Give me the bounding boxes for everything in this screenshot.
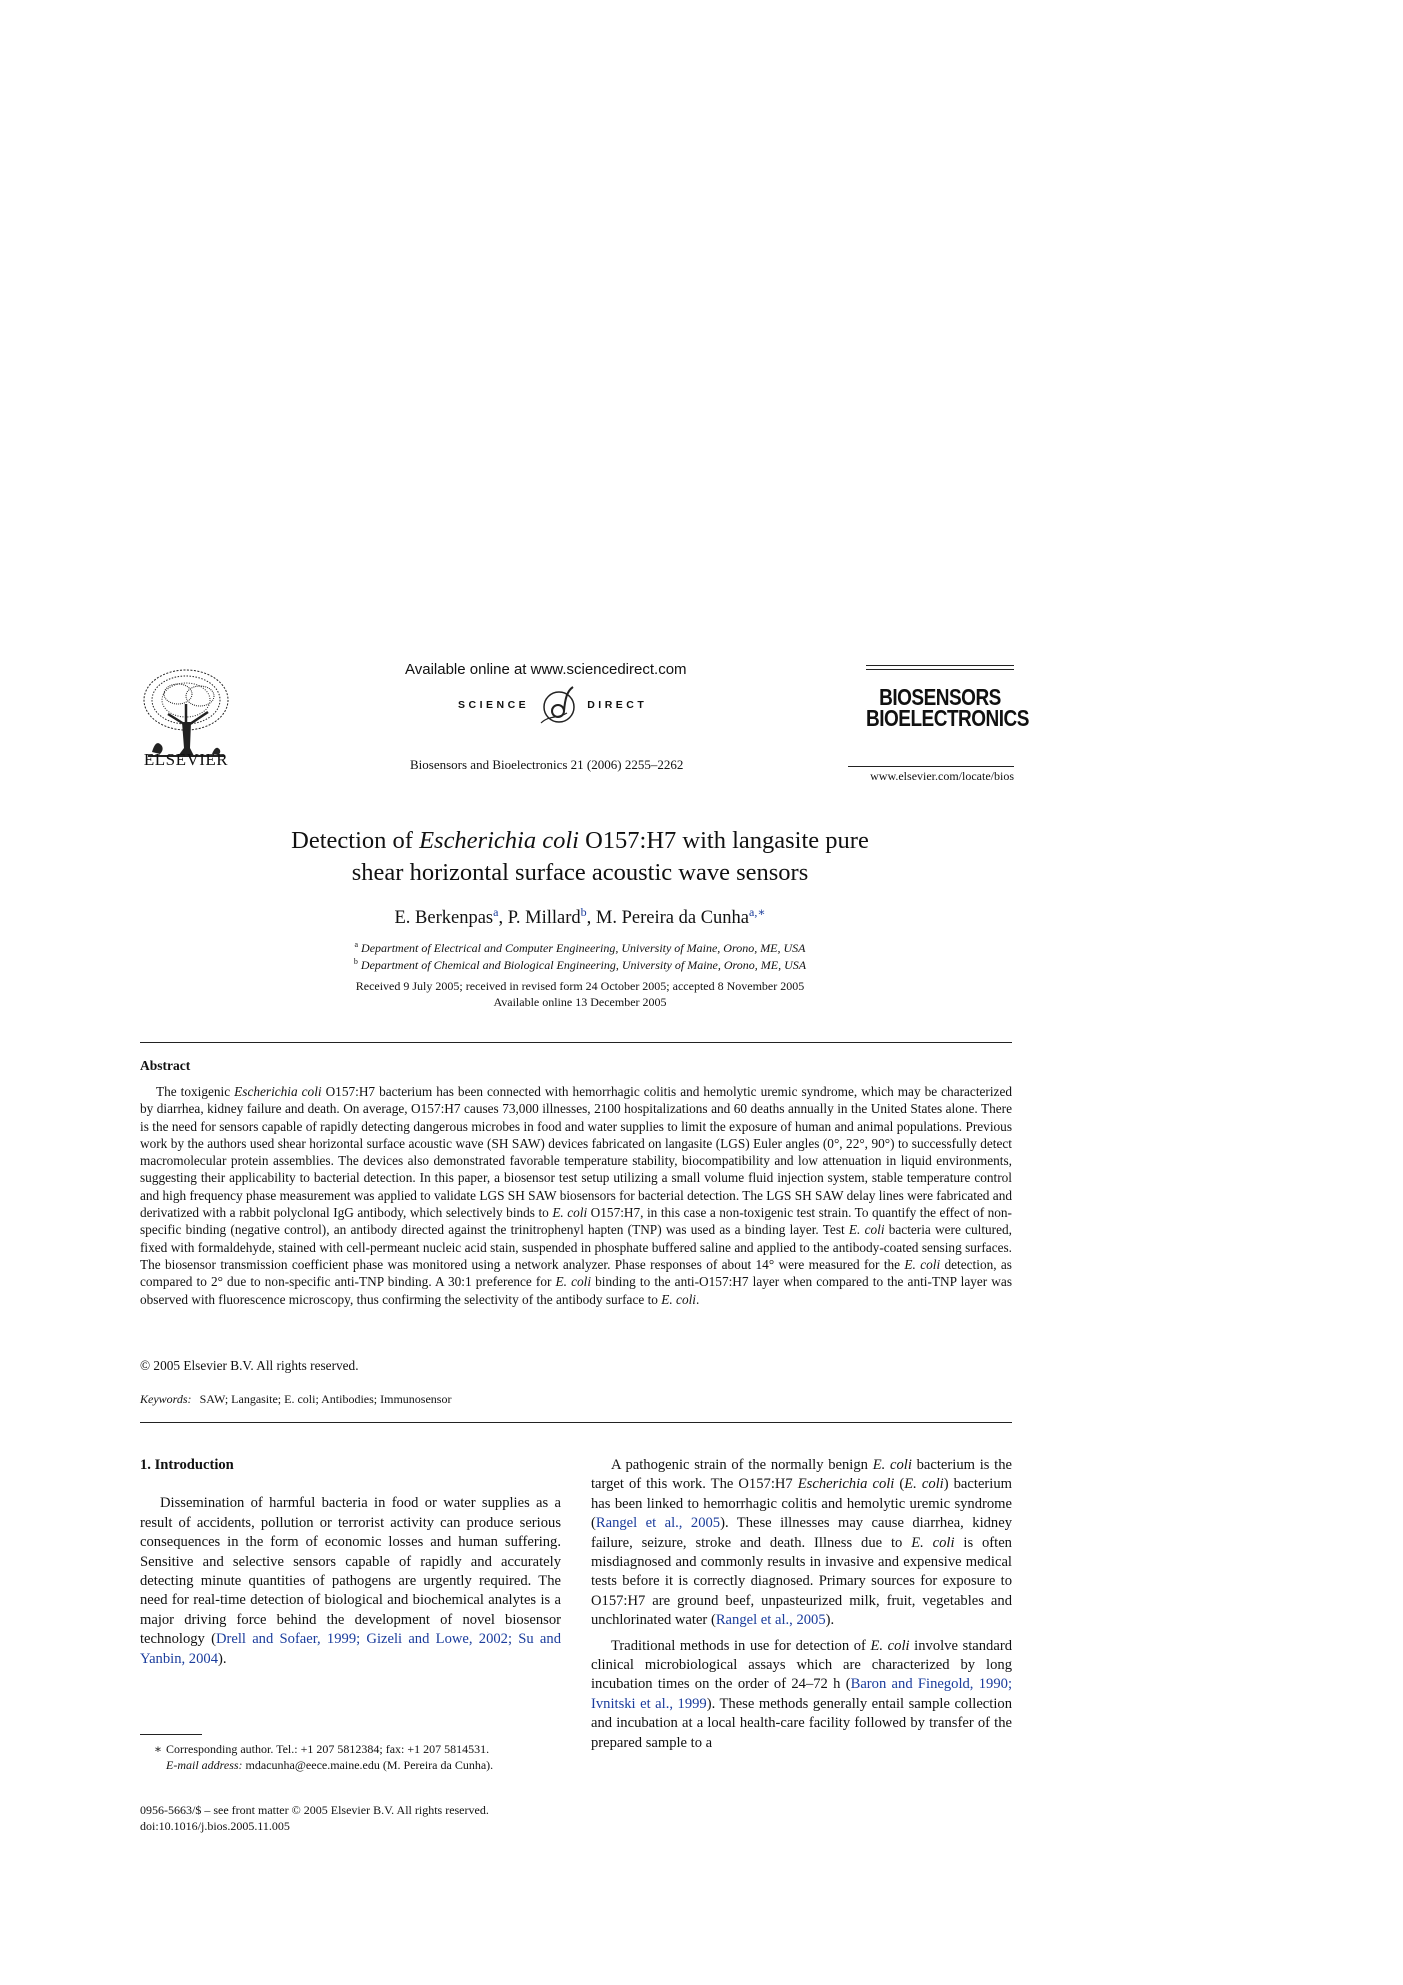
author-name: E. Berkenpas <box>394 908 494 929</box>
citation-link[interactable]: Rangel et al., 2005 <box>595 1515 721 1532</box>
intro-paragraph-3: Traditional methods in use for detection of E. coli involve standard clinical microbiological assays which are characterized by long incubation times on the order of 24–72 h (Baron and Finegold, 1990; Ivnitski et al., 1999). These methods generally entail sample collection and incubation at a local health-care facility followed by transfer of the prepared sample to a <box>591 1637 1012 1751</box>
author-affil-mark[interactable]: a <box>493 905 499 919</box>
keywords-label: Keywords: <box>140 1392 192 1406</box>
corresponding-author: Corresponding author. Tel.: +1 207 5812384; fax: +1 207 5814531. <box>166 1742 490 1756</box>
available-date: Available online 13 December 2005 <box>493 995 667 1009</box>
received-dates: Received 9 July 2005; received in revised form 24 October 2005; accepted 8 November 2005 <box>355 979 805 993</box>
front-matter <box>140 1802 489 1834</box>
intro-paragraph-1: Dissemination of harmful bacteria in food or water supplies as a result of accidents, pollution or terrorist activity can produce serious consequences in the form of economic losses and human suffering. Sensitive and selective sensors capable of rapidly and accurately detecting minute quantities of pathogens are urgently required. The need for real-time detection of biological and biochemical analytes is a major driving force behind the development of novel biosensor technology (Drell and Sofaer, 1999; Gizeli and Lowe, 2002; Su and Yanbin, 2004). <box>140 1495 562 1667</box>
abstract-copyright: © 2005 Elsevier B.V. All rights reserved. <box>140 1358 359 1373</box>
citation-link[interactable]: Rangel et al., 2005 <box>715 1612 826 1629</box>
journal-url-rule <box>848 766 1014 767</box>
abstract-heading: Abstract <box>140 1058 191 1073</box>
affiliation-b <box>160 957 1000 973</box>
article-title <box>160 825 1000 889</box>
email-address[interactable]: mdacunha@eece.maine.edu (M. Pereira da Cunha). <box>245 1758 494 1772</box>
section-heading-introduction: 1. Introduction <box>140 1457 234 1473</box>
citation-link[interactable]: Baron and Finegold, 1990; Ivnitski et al., 1999 <box>591 1676 1012 1712</box>
right-column <box>591 1456 1012 1759</box>
sciencedirect-logo <box>458 685 647 725</box>
journal-logo <box>866 685 1029 733</box>
publisher-name: ELSEVIER <box>143 750 229 769</box>
title-part2: O157:H7 with langasite pure <box>578 827 869 854</box>
rule-top-abstract <box>140 1042 1012 1043</box>
author-list <box>160 905 1000 929</box>
journal-logo-line1: BIOSENSORS <box>879 685 1001 712</box>
journal-citation: Biosensors and Bioelectronics 21 (2006) 2255–2262 <box>410 757 684 772</box>
issn-line: 0956-5663/$ – see front matter © 2005 Elsevier B.V. All rights reserved. <box>140 1803 489 1817</box>
journal-logo-line2: BIOELECTRONICS <box>866 706 1029 733</box>
available-online-text: Available online at www.sciencedirect.com <box>405 661 687 678</box>
sciencedirect-d-icon <box>537 685 579 725</box>
affiliation-text: Department of Electrical and Computer Engineering, University of Maine, Orono, ME, USA <box>361 941 806 955</box>
affiliation-mark: b <box>353 957 358 966</box>
journal-url: www.elsevier.com/locate/bios <box>870 769 1014 783</box>
left-column <box>140 1456 561 1675</box>
article-dates <box>160 978 1000 1010</box>
author-name: P. Millard <box>507 908 581 929</box>
affiliation-text: Department of Chemical and Biological Engineering, University of Maine, Orono, ME, USA <box>360 958 807 972</box>
affiliation-mark: a <box>354 940 359 949</box>
abstract-body: The toxigenic Escherichia coli O157:H7 bacterium has been connected with hemorrhagic colitis and hemolytic uremic syndrome, which may be characterized by diarrhea, kidney failure and death. On average, O157:H7 causes 73,000 illnesses, 2100 hospitalizations and 60 deaths annually in the United States alone. There is the need for sensors capable of rapidly detecting dangerous microbes in food and water supplies to limit the exposure of human and animal populations. Previous work by the authors used shear horizontal surface acoustic wave (SH SAW) devices fabricated on langasite (LGS) Euler angles (0°, 22°, 90°) to successfully detect macromolecular protein assemblies. The devices also demonstrated favorable temperature stability, biocompatibility and low attenuation in liquid environments, suggesting their applicability to bacterial detection. In this paper, a biosensor test setup utilizing a small volume fluid injection system, stable temperature control and high frequency phase measurement was applied to validate LGS SH SAW biosensors for bacterial detection. The LGS SH SAW delay lines were fabricated and derivatized with a rabbit polyclonal IgG antibody, which selectively binds to E. coli O157:H7, in this case a non-toxigenic test strain. To quantify the effect of non-specific binding (negative control), an antibody directed against the trinitrophenyl hapten (TNP) was used as a binding layer. Test E. coli bacteria were cultured, fixed with formaldehyde, stained with cell-permeant nucleic acid stain, suspended in phosphate buffered saline and applied to the antibody-coated sensing surfaces. The biosensor transmission coefficient phase was monitored using a network analyzer. Phase responses of about 14° were measured for the E. coli detection, as compared to 2° due to non-specific anti-TNP binding. A 30:1 preference for E. coli binding to the anti-O157:H7 layer when compared to the anti-TNP layer was observed with fluorescence microscopy, thus confirming the selectivity of the antibody surface to E. coli. <box>140 1084 1012 1307</box>
footnote <box>140 1741 570 1773</box>
intro-paragraph-2: A pathogenic strain of the normally benign E. coli bacterium is the target of this work. The O157:H7 Escherichia coli (E. coli) bacterium has been linked to hemorrhagic colitis and hemolytic uremic syndrome (Rangel et al., 2005). These illnesses may cause diarrhea, kidney failure, seizure, stroke and death. Illness due to E. coli is often misdiagnosed and commonly results in invasive and expensive medical tests before it is correctly diagnosed. Primary sources for exposure to O157:H7 are ground beef, unpasteurized milk, fruit, vegetables and unchlorinated water (Rangel et al., 2005). <box>591 1457 1012 1629</box>
footnote-rule <box>140 1734 202 1735</box>
footnote-mark: ∗ <box>153 1742 162 1756</box>
title-line2: shear horizontal surface acoustic wave sensors <box>351 859 809 886</box>
rule-bottom-abstract <box>140 1422 1012 1423</box>
sciencedirect-left-word: SCIENCE <box>458 699 530 711</box>
email-label: E-mail address: <box>166 1758 243 1772</box>
title-italic: Escherichia coli <box>419 827 579 854</box>
sciencedirect-right-word: DIRECT <box>587 699 648 711</box>
doi-line: doi:10.1016/j.bios.2005.11.005 <box>140 1819 290 1833</box>
affiliation-a <box>160 940 1000 956</box>
elsevier-tree-logo <box>138 664 234 764</box>
author-affil-mark[interactable]: a,∗ <box>749 905 766 919</box>
keywords <box>140 1392 451 1407</box>
keywords-text: SAW; Langasite; E. coli; Antibodies; Immunosensor <box>199 1392 452 1406</box>
author-name: M. Pereira da Cunha <box>595 908 750 929</box>
journal-logo-rules <box>866 665 1014 673</box>
author-separator: , <box>498 908 508 929</box>
title-part1: Detection of <box>291 827 420 854</box>
author-affil-mark[interactable]: b <box>580 905 587 919</box>
author-separator: , <box>586 908 596 929</box>
citation-link[interactable]: Drell and Sofaer, 1999; Gizeli and Lowe, 2002; Su and Yanbin, 2004 <box>140 1631 562 1667</box>
